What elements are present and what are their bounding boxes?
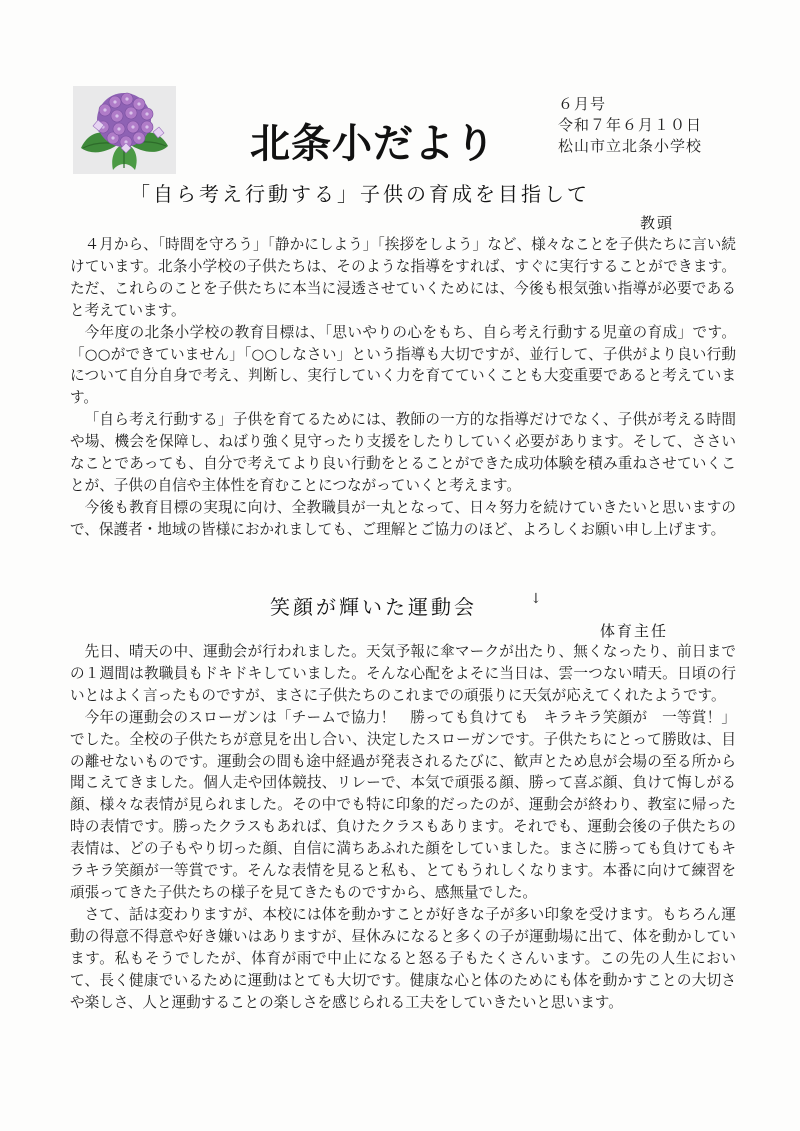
school-name: 松山市立北条小学校 — [558, 137, 703, 155]
article-body-vice-principal — [70, 234, 736, 541]
paragraph: 今後も教育目標の実現に向け、全教職員が一丸となって、日々努力を続けていきたいと思いますので、保護者・地域の皆様におかれましても、ご理解とご協力のほど、よろしくお願い申し上げます。 — [70, 498, 736, 538]
paragraph: 「自ら考え行動する」子供を育てるためには、教師の一方的な指導だけでなく、子供が考える時間や場、機会を保障し、ねばり強く見守ったり支援をしたりしていく必要があります。そして、ささいなことであっても、自分で考えてより良い行動をとることができた成功体験を積み重ねさせていくことが、子供の自信や主体性を育むことにつながっていくと考えます。 — [70, 411, 736, 494]
hydrangea-logo — [73, 86, 176, 174]
paragraph: 今年の運動会のスローガンは「チームで協力！ 勝っても負けても キラキラ笑顔が 一等賞！」でした。全校の子供たちが意見を出し合い、決定したスローガンです。子供たちにとって勝敗は、目の離せないものです。運動会の間も途中経過が発表されるたびに、歓声とため息が会場の至る所から聞こえてきました。個人走や団体競技、リレーで、本気で頑張る顔、勝って喜ぶ顔、負けて悔しがる顔、様々な表情が見られました。その中でも特に印象的だったのが、運動会が終わり、教室に帰った時の表情です。勝ったクラスもあれば、負けたクラスもあります。それでも、運動会後の子供たちの表情は、どの子もやり切った顔、自信に満ちあふれた顔をしていました。まさに勝っても負けてもキラキラ笑顔が一等賞です。そんな表情を見ると私も、とてもうれしくなります。本番に向けて練習を頑張ってきた子供たちの様子を見てきたものですから、感無量でした。 — [70, 708, 736, 901]
handwritten-mark: ↓ — [530, 591, 542, 607]
article-title-vice-principal: 「自ら考え行動する」子供の育成を目指して — [130, 182, 590, 206]
article-author-pe-teacher: 体育主任 — [600, 622, 669, 640]
paragraph: ４月から、「時間を守ろう」「静かにしよう」「挨拶をしよう」など、様々なことを子供たちに言い続けています。北条小学校の子供たちは、そのような指導をすれば、すぐに実行することができます。ただ、これらのことを子供たちに本当に浸透させていくためには、今後も根気強い指導が必要であると考えています。 — [70, 236, 736, 319]
paragraph: さて、話は変わりますが、本校には体を動かすことが好きな子が多い印象を受けます。もちろん運動の得意不得意や好き嫌いはありますが、昼休みになると多くの子が運動場に出て、体を動かしています。私もそうでしたが、体育が雨で中止になると怒る子もたくさんいます。この先の人生において、長く健康でいるために運動はとても大切です。健康な心と体のためにも体を動かすことの大切さや楽しさ、人と運動することの楽しさを感じられる工夫をしていきたいと思います。 — [70, 905, 736, 1011]
hydrangea-flower-icon — [73, 86, 176, 174]
article-body-sports-day — [70, 641, 736, 1013]
paragraph: 今年度の北条小学校の教育目標は、「思いやりの心をもち、自ら考え行動する児童の育成」です。「○○ができていません」「○○しなさい」という指導も大切ですが、並行して、子供がより良い行動について自分自身で考え、判断し、実行していく力を育てていくことも大変重要であると考えています。 — [70, 323, 736, 407]
issue-date: 令和７年６月１０日 — [558, 116, 703, 134]
paragraph: 先日、晴天の中、運動会が行われました。天気予報に傘マークが出たり、無くなったり、前日までの１週間は教職員もドキドキしていました。そんな心配をよそに当日は、雲一つない晴天。日頃の行いとはよく言ったものですが、まさに子供たちのこれまでの頑張りに天気が応えてくれたようです。 — [70, 643, 736, 704]
article-title-sports-day: 笑顔が輝いた運動会 — [270, 595, 477, 619]
issue-info — [558, 94, 702, 157]
article-author-vice-principal: 教頭 — [640, 214, 675, 232]
newsletter-title: 北条小だより — [250, 121, 496, 167]
issue-month: ６月号 — [558, 95, 607, 113]
